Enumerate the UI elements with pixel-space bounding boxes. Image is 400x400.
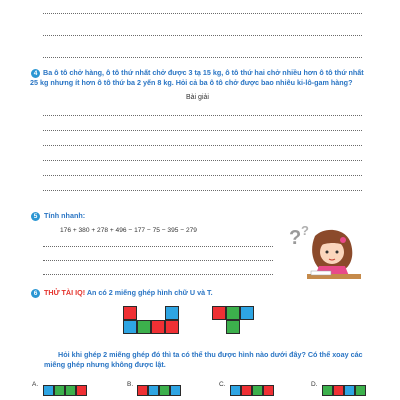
- tile-green: [322, 385, 333, 396]
- option-a-label: A.: [32, 381, 39, 388]
- tile-blue: [344, 385, 355, 396]
- question-mark-icon: ?: [289, 227, 302, 249]
- tile-red: [263, 385, 274, 396]
- dotted-line: [43, 175, 362, 176]
- option-d-label: D.: [311, 381, 318, 388]
- question-number-6: 6: [31, 289, 40, 298]
- question-number-4: 4: [31, 69, 40, 78]
- question-4-text: Ba ô tô chở hàng, ô tô thứ nhất chở được 3 tạ 15 kg, ô tô thứ hai chở nhiều hơn ô tô thứ nhất 25 kg nhưng ít hơn ô tô thứ ba 2 yến 8 kg. Hỏi cả ba ô tô chở được bao nhiêu ki-lô-gam hàng?: [30, 68, 364, 87]
- tile-red: [137, 385, 148, 396]
- tile-blue: [240, 306, 254, 320]
- question-mark-icon: ?: [301, 223, 309, 238]
- tile-green: [65, 385, 76, 396]
- tile-blue: [230, 385, 241, 396]
- tile-red: [333, 385, 344, 396]
- dotted-line: [43, 35, 362, 36]
- tile-red: [123, 306, 137, 320]
- tile-red: [151, 320, 165, 334]
- iq-label: THỬ TÀI IQ!: [44, 288, 86, 297]
- dotted-line: [43, 190, 362, 191]
- question-5-title: Tính nhanh:: [44, 211, 86, 220]
- dotted-line: [43, 246, 273, 247]
- tile-green: [226, 320, 240, 334]
- tile-red: [241, 385, 252, 396]
- tile-red: [165, 320, 179, 334]
- dotted-line: [43, 13, 362, 14]
- dotted-line: [43, 130, 362, 131]
- tile-green: [226, 306, 240, 320]
- tile-green: [54, 385, 65, 396]
- tile-red: [76, 385, 87, 396]
- dotted-line: [43, 274, 273, 275]
- tile-blue: [165, 306, 179, 320]
- tile-red: [212, 306, 226, 320]
- tile-green: [159, 385, 170, 396]
- tile-blue: [170, 385, 181, 396]
- dotted-line: [43, 115, 362, 116]
- dotted-line: [43, 145, 362, 146]
- dotted-line: [43, 57, 362, 58]
- tile-blue: [43, 385, 54, 396]
- tile-blue: [148, 385, 159, 396]
- expression: 176 + 380 + 278 + 496 − 177 − 75 − 395 − 279: [60, 227, 197, 234]
- tile-green: [137, 320, 151, 334]
- question-number-5: 5: [31, 212, 40, 221]
- dotted-line: [43, 260, 273, 261]
- thinking-girl-illustration: [285, 222, 365, 286]
- dotted-line: [43, 160, 362, 161]
- question-6-intro: An có 2 miếng ghép hình chữ U và T.: [85, 288, 213, 297]
- question-6-text: Hỏi khi ghép 2 miếng ghép đó thì ta có thể thu được hình nào dưới đây? Có thể xoay các miếng ghép nhưng không được lật.: [44, 350, 363, 369]
- tile-green: [252, 385, 263, 396]
- tile-green: [355, 385, 366, 396]
- tile-blue: [123, 320, 137, 334]
- option-b-label: B.: [127, 381, 134, 388]
- solution-label: Bài giải: [186, 94, 209, 101]
- option-c-label: C.: [219, 381, 226, 388]
